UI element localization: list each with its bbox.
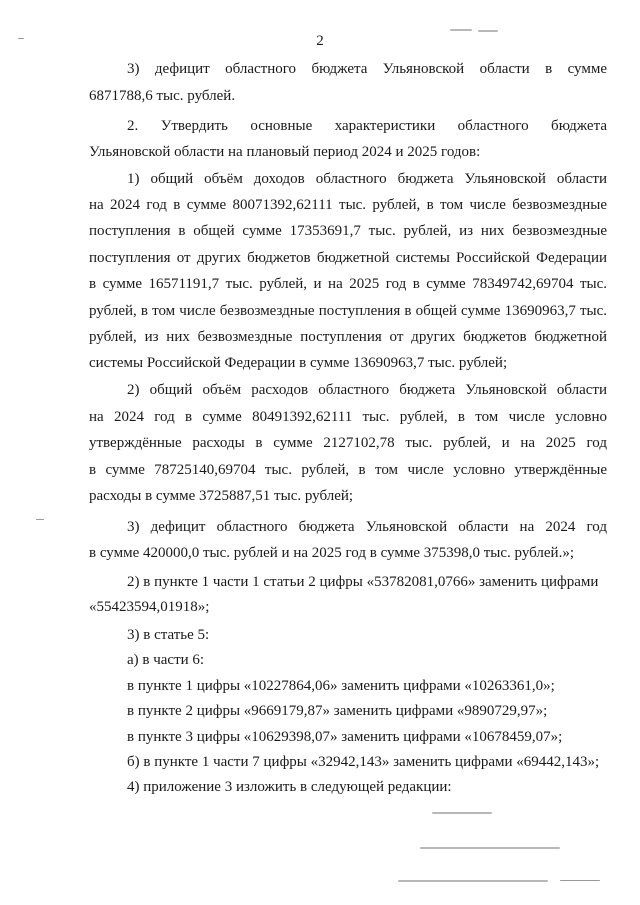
text-line: 1) общий объём доходов областного бюджета Ульяновской области: [127, 171, 607, 187]
text-line: рублей, в том числе безвозмездные поступления в общей сумме 13690963,7 тыс.: [89, 303, 607, 319]
scan-artifact: [36, 519, 44, 520]
text-line: 2) общий объём расходов областного бюджета Ульяновской области: [127, 382, 607, 398]
text-line: на 2024 год в сумме 80491392,62111 тыс. рублей, в том числе условно: [89, 409, 607, 425]
text-line: поступления от других бюджетов бюджетной системы Российской Федерации: [89, 250, 607, 266]
text-line: в сумме 16571191,7 тыс. рублей, и на 2025 год в сумме 78349742,69704 тыс.: [89, 276, 607, 292]
text-line: поступления в общей сумме 17353691,7 тыс. рублей, из них безвозмездные: [89, 223, 607, 239]
text-line: в пункте 1 цифры «10227864,06» заменить цифрами «10263361,0»;: [127, 678, 555, 694]
scan-artifact: [18, 38, 24, 39]
scan-artifact: [398, 880, 548, 882]
page-number: 2: [316, 33, 324, 49]
text-line: в пункте 2 цифры «9669179,87» заменить цифрами «9890729,97»;: [127, 703, 548, 719]
text-line: Ульяновской области на плановый период 2024 и 2025 годов:: [89, 144, 481, 160]
text-line: 2. Утвердить основные характеристики областного бюджета: [127, 118, 607, 134]
text-line: 3) в статье 5:: [127, 627, 210, 643]
text-line: на 2024 год в сумме 80071392,62111 тыс. рублей, в том числе безвозмездные: [89, 197, 607, 213]
text-line: 3) дефицит областного бюджета Ульяновской области на 2024 год: [127, 519, 607, 535]
text-line: в сумме 78725140,69704 тыс. рублей, в том числе условно утверждённые: [89, 462, 607, 478]
scan-artifact: [560, 880, 600, 881]
text-line: 4) приложение 3 изложить в следующей редакции:: [127, 779, 452, 795]
text-line: расходы в сумме 3725887,51 тыс. рублей;: [89, 488, 354, 504]
text-line: рублей, из них безвозмездные поступления от других бюджетов бюджетной: [89, 329, 607, 345]
scan-artifact: [450, 29, 472, 31]
scan-artifact: [478, 30, 498, 32]
text-line: а) в части 6:: [127, 652, 205, 668]
text-line: 3) дефицит областного бюджета Ульяновской области в сумме: [127, 61, 607, 77]
scan-artifact: [432, 812, 492, 814]
scan-artifact: [420, 847, 560, 849]
text-line: «55423594,01918»;: [89, 599, 210, 615]
text-line: 6871788,6 тыс. рублей.: [89, 88, 236, 104]
text-line: в сумме 420000,0 тыс. рублей и на 2025 год в сумме 375398,0 тыс. рублей.»;: [89, 545, 574, 561]
text-line: 2) в пункте 1 части 1 статьи 2 цифры «53782081,0766» заменить цифрами: [127, 574, 599, 590]
text-line: утверждённые расходы в сумме 2127102,78 тыс. рублей, и на 2025 год: [89, 435, 607, 451]
text-line: б) в пункте 1 части 7 цифры «32942,143» заменить цифрами «69442,143»;: [127, 754, 600, 770]
text-line: системы Российской Федерации в сумме 13690963,7 тыс. рублей;: [89, 355, 508, 371]
text-line: в пункте 3 цифры «10629398,07» заменить цифрами «10678459,07»;: [127, 729, 563, 745]
